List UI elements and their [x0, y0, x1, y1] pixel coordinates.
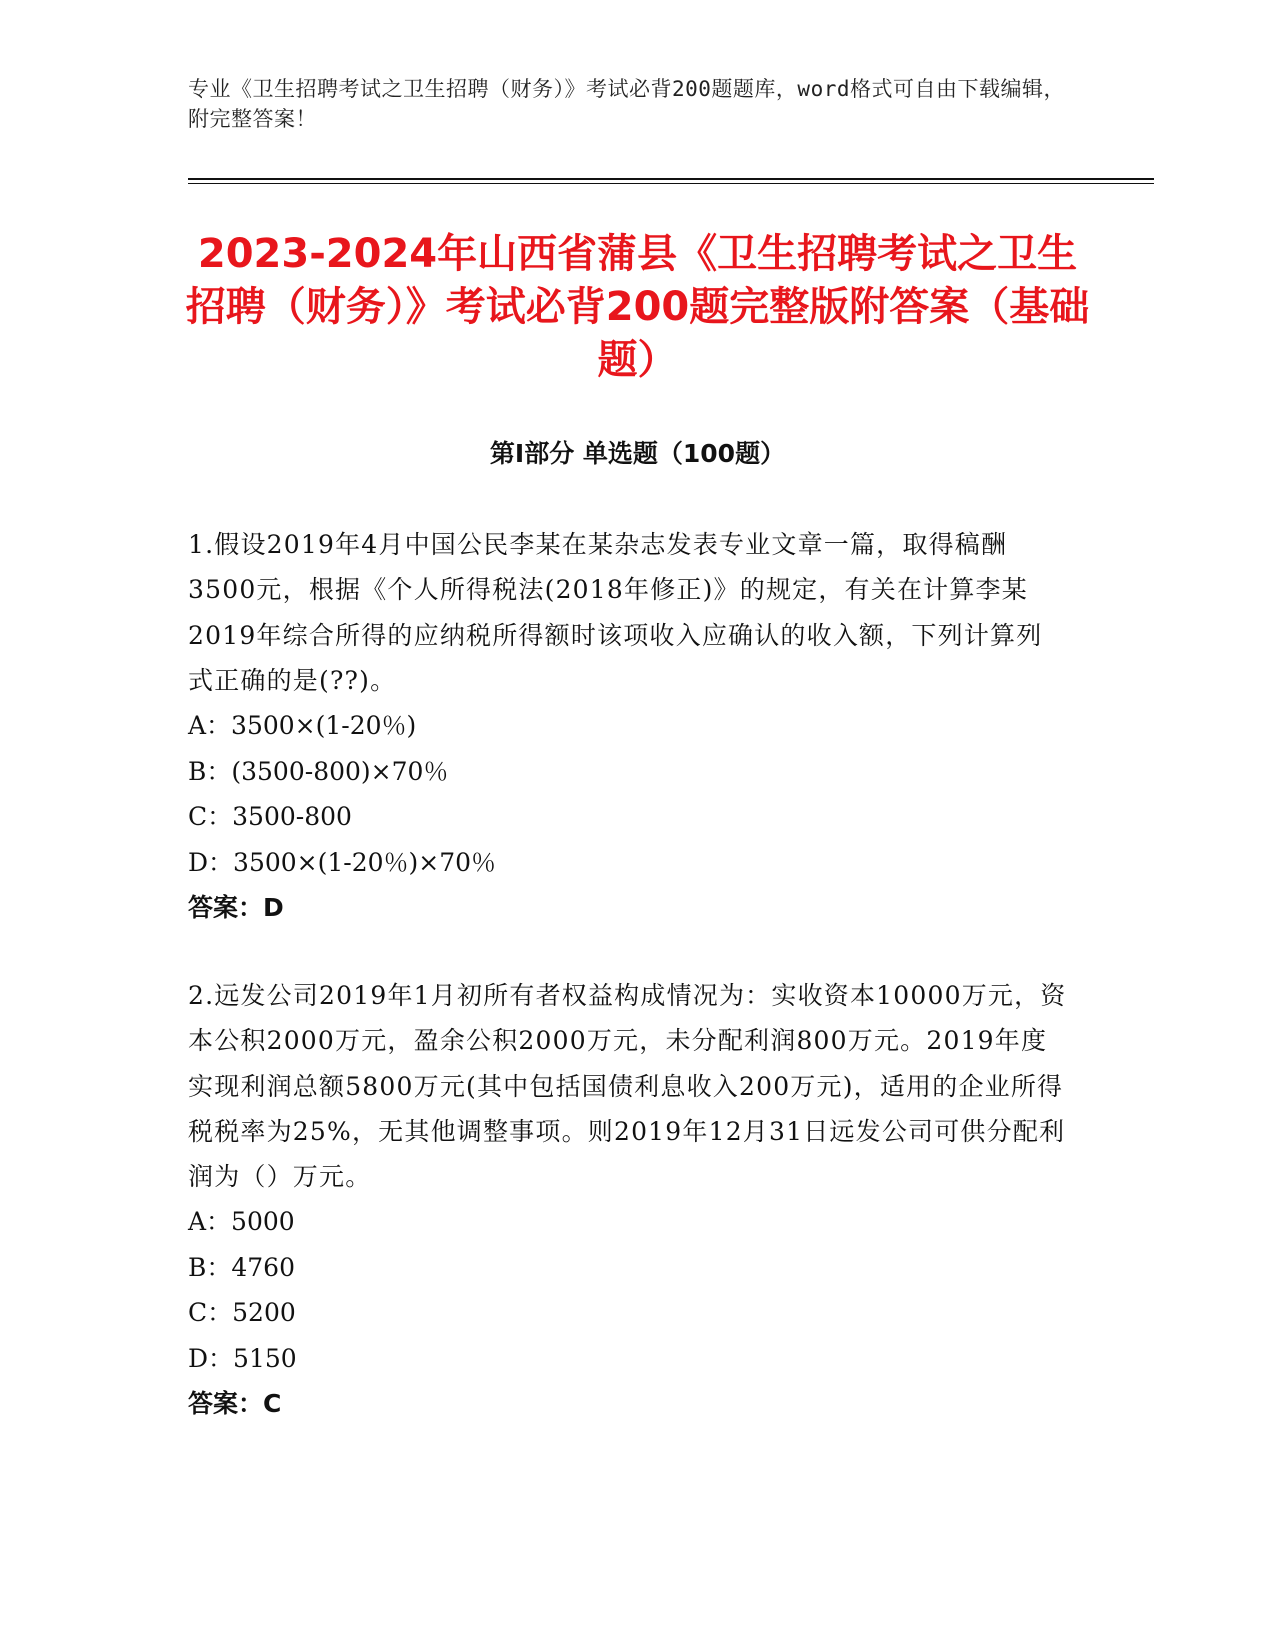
- document-title: 2023-2024年山西省蒲县《卫生招聘考试之卫生招聘（财务）》考试必背200题完整版附答案（基础题）: [185, 231, 1090, 383]
- question-1: [188, 522, 1068, 930]
- question-stem: 2.远发公司2019年1月初所有者权益构成情况为：实收资本10000万元，资本公积2000万元，盈余公积2000万元，未分配利润800万元。2019年度实现利润总额5800万元(其中包括国债利息收入200万元)，适用的企业所得税税率为25%，无其他调整事项。则2019年12月31日远发公司可供分配利润为（）万元。: [188, 981, 1067, 1192]
- section-heading: 第Ⅰ部分 单选题（100题）: [489, 439, 786, 468]
- option-d: D：5150: [188, 1343, 297, 1373]
- answer-line: 答案：D: [188, 893, 284, 923]
- option-list: [188, 703, 1068, 885]
- option-c: C：3500-800: [188, 802, 352, 832]
- question-2: [188, 973, 1068, 1426]
- option-c: C：5200: [188, 1298, 296, 1328]
- option-a: A：3500×(1-20％): [188, 711, 417, 741]
- option-d: D：3500×(1-20％)×70％: [188, 847, 497, 877]
- header-divider-thick: [188, 178, 1154, 180]
- option-list: [188, 1199, 1068, 1381]
- option-b: B：(3500-800)×70％: [188, 756, 449, 786]
- header-divider-thin: [188, 183, 1154, 184]
- question-stem: 1.假设2019年4月中国公民李某在某杂志发表专业文章一篇，取得稿酬3500元，根据《个人所得税法(2018年修正)》的规定，有关在计算李某2019年综合所得的应纳税所得额时该项收入应确认的收入额，下列计算列式正确的是(??)。: [188, 530, 1043, 695]
- header-note: 专业《卫生招聘考试之卫生招聘（财务）》考试必背200题题库，word格式可自由下载编辑，附完整答案！: [188, 77, 1065, 131]
- option-a: A：5000: [188, 1207, 295, 1237]
- answer-line: 答案：C: [188, 1389, 282, 1419]
- option-b: B：4760: [188, 1252, 295, 1282]
